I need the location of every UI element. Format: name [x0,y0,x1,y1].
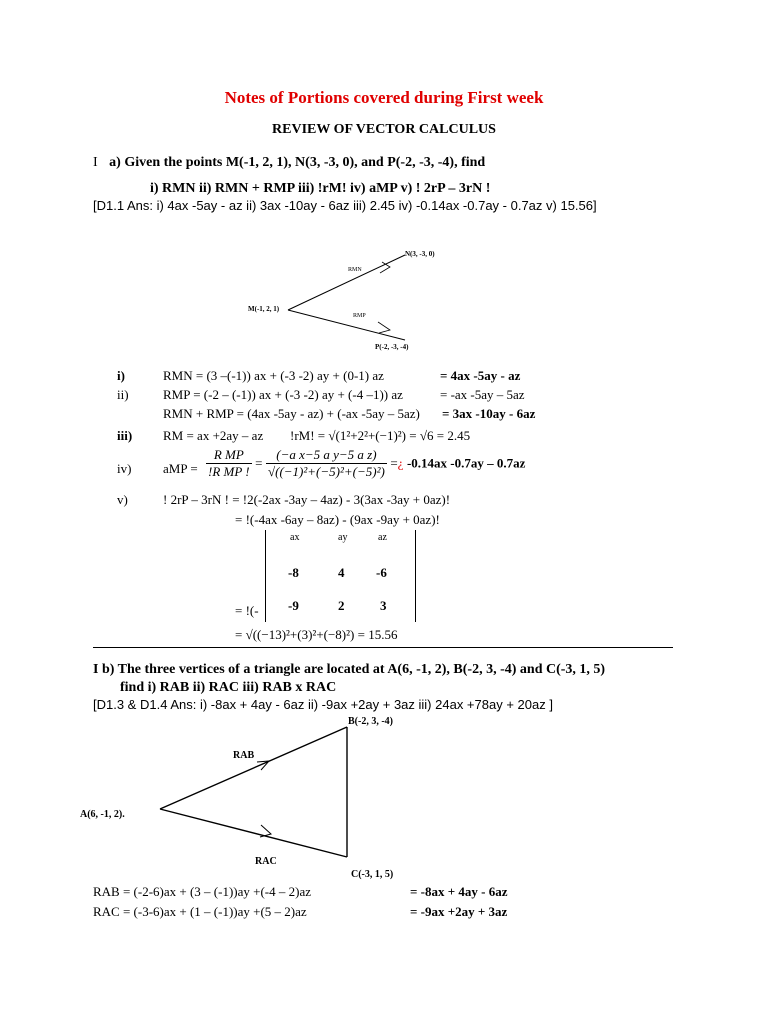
matrix-header-az: az [378,532,387,543]
label-point-c: C(-3, 1, 5) [351,869,394,880]
label-rac: RAC [255,856,277,867]
fraction-components [266,447,387,480]
matrix-r2c2: 2 [338,598,345,613]
step-ii-sum-result: = 3ax -10ay - 6az [442,406,536,421]
label-rab: RAB [233,750,255,761]
rab-result: = -8ax + 4ay - 6az [410,884,508,899]
step-iii-text: RM = ax +2ay – az [163,428,264,443]
step-iv-num: iv) [117,461,132,476]
fraction-2-denominator: √((−1)²+(−5)²+(−5)²) [267,464,385,479]
question-b-answer: [D1.3 & D1.4 Ans: i) -8ax + 4ay - 6az ii) -9ax +2ay + 3az iii) 24ax +78ay + 20az ] [93,697,553,712]
step-i-num: i) [117,368,125,383]
label-point-p: P(-2, -3, -4) [375,343,409,351]
vector-rmp-line [288,310,405,340]
step-i-result: = 4ax -5ay - az [440,368,521,383]
step-iv-result: -0.14ax -0.7ay – 0.7az [406,455,526,471]
matrix-r1c3: -6 [376,565,387,580]
step-iv-label: aMP = [163,461,198,476]
matrix-left-bar [265,530,266,622]
step-iii-result: !rM! = √(1²+2²+(−1)²) = √6 = 2.45 [290,428,471,443]
question-a-subparts: i) RMN ii) RMN + RMP iii) !rM! iv) aMP v) ! 2rP – 3rN ! [150,181,491,196]
rac-result: = -9ax +2ay + 3az [410,904,508,919]
label-point-n: N(3, -3, 0) [405,250,435,258]
fraction-unit-vector [206,447,252,480]
matrix-header-ay: ay [338,532,348,543]
vector-rmn-line [288,255,405,310]
label-rmn: RMN [348,267,362,273]
step-v-num: v) [117,492,128,507]
error-glyph: ¿ [397,455,404,471]
triangle-side-ab [160,727,347,809]
arrow-rmn-icon [380,262,390,273]
label-point-m: M(-1, 2, 1) [248,305,280,313]
question-b-find: find i) RAB ii) RAC iii) RAB x RAC [120,680,337,695]
fraction-2-numerator: (−a x−5 a y−5 a z) [266,447,387,464]
step-v-final: = √((−13)²+(3)²+(−8)²) = 15.56 [235,627,398,642]
page-subtitle: REVIEW OF VECTOR CALCULUS [272,122,496,137]
step-ii-sum-text: RMN + RMP = (4ax -5ay - az) + (-ax -5ay – 5az) [163,406,420,421]
arrow-rmp-icon [378,322,390,333]
section-divider [93,647,673,648]
label-rmp: RMP [353,313,366,319]
step-ii-text: RMP = (-2 – (-1)) ax + (-3 -2) ay + (-4 –1)) az [163,387,403,402]
step-iv-formula: $\frac{\text{R MP}}{\text{!R MP !}}$ = $\frac{\text{(−a x−5 a y−5 a z)}}{\text{√((−1)²+(−5)²+(−5)²)}}$ =¿ -0.14ax -0.7ay – 0.7az [208,447,526,479]
step-ii-num: ii) [117,387,129,402]
diagram-triangle [75,712,435,882]
step-ii-result: = -ax -5ay – 5az [440,387,525,402]
rab-calc: RAB = (-2-6)ax + (3 – (-1))ay +(-4 – 2)az [93,884,312,899]
question-a-text: a) Given the points M(-1, 2, 1), N(3, -3, 0), and P(-2, -3, -4), find [109,155,486,170]
matrix-r1c2: 4 [338,565,345,580]
step-v-text: ! 2rP – 3rN ! = !2(-2ax -3ay – 4az) - 3(3ax -3ay + 0az)! [163,492,451,507]
matrix-r2c1: -9 [288,598,299,613]
matrix-r2c3: 3 [380,598,387,613]
label-point-a: A(6, -1, 2). [80,809,125,820]
question-a [93,155,485,171]
step-i-text: RMN = (3 –(-1)) ax + (-3 -2) ay + (0-1) az [163,368,384,383]
matrix-prefix: = !(- [235,603,259,618]
step-iii-num: iii) [117,428,133,443]
matrix-right-bar [415,530,416,622]
matrix-r1c1: -8 [288,565,299,580]
label-point-b: B(-2, 3, -4) [348,716,393,727]
fraction-1-denominator: !R MP ! [208,464,250,479]
step-v-text-2: = !(-4ax -6ay – 8az) - (9ax -9ay + 0az)! [235,512,440,527]
triangle-side-ac [160,809,347,857]
roman-numeral: I [93,155,98,170]
page-title: Notes of Portions covered during First week [224,88,544,107]
diagram-mnp [230,240,460,360]
fraction-1-numerator: R MP [206,447,252,464]
question-a-answer: [D1.1 Ans: i) 4ax -5ay - az ii) 3ax -10ay - 6az iii) 2.45 iv) -0.14ax -0.7ay - 0.7az v) 15.56] [93,198,597,213]
question-b: I b) The three vertices of a triangle are located at A(6, -1, 2), B(-2, 3, -4) and C(-3, 1, 5) [93,662,606,677]
matrix-header-ax: ax [290,532,300,543]
rac-calc: RAC = (-3-6)ax + (1 – (-1))ay +(5 – 2)az [93,904,307,919]
